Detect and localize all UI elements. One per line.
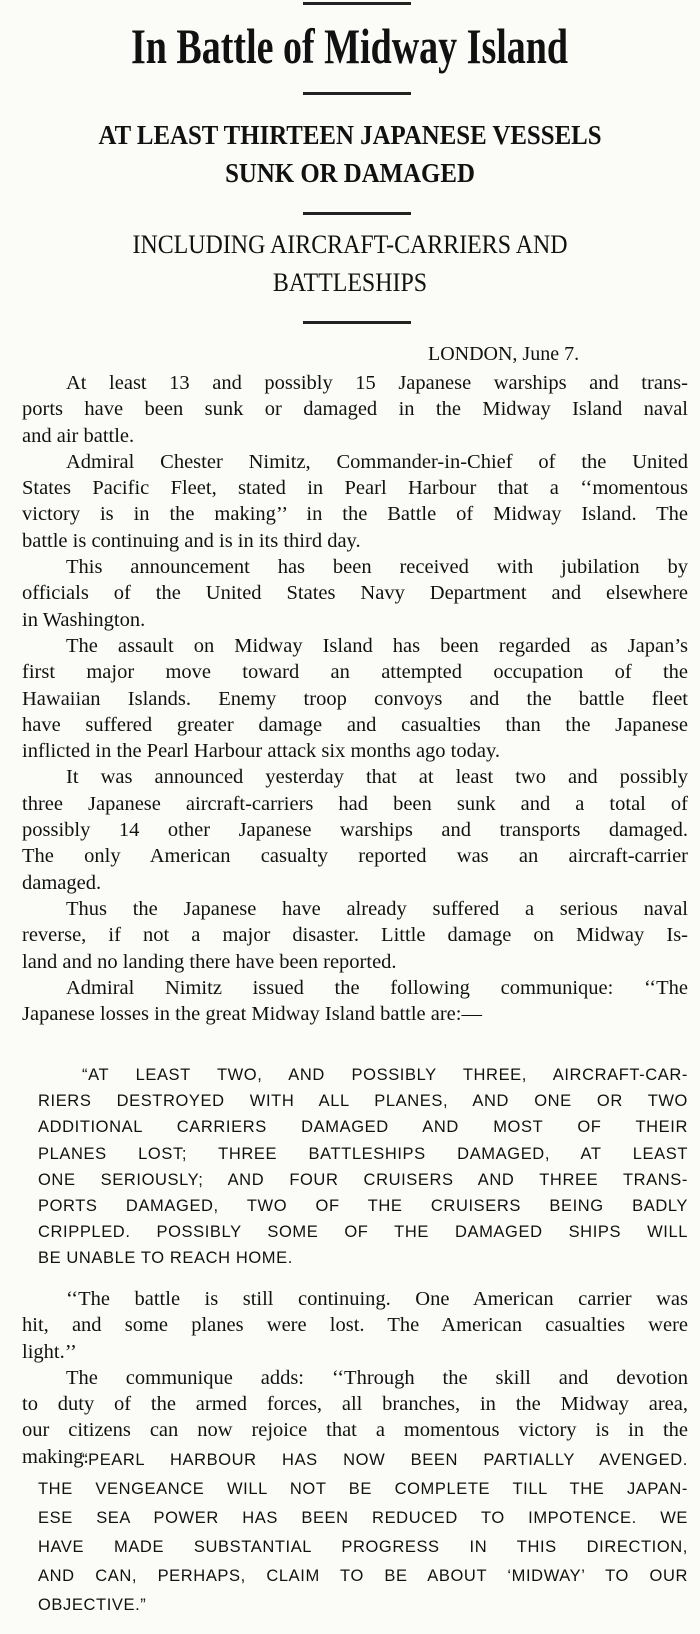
text-line: have suffered greater damage and casualties than the Japanese <box>22 713 688 736</box>
text-line: RIERS DESTROYED WITH ALL PLANES, AND ONE OR TWO <box>38 1092 688 1111</box>
headline-text: In Battle of Midway Island <box>131 18 569 74</box>
text-line: first major move toward an attempted occupation of the <box>22 661 688 684</box>
headline <box>0 18 700 74</box>
text-line: The communique adds: ‘‘Through the skill and devotion <box>66 1366 688 1389</box>
paragraph <box>22 554 688 633</box>
text-line: officials of the United States Navy Department and elsewhere <box>22 582 688 605</box>
text-line: The assault on Midway Island has been regarded as Japan’s <box>66 634 688 657</box>
text-line: hit, and some planes were lost. The American casualties were <box>22 1314 688 1337</box>
rule-divider <box>303 2 411 5</box>
text-line: States Pacific Fleet, stated in Pearl Harbour that a ‘‘momentous <box>22 477 688 500</box>
text-line: BE UNABLE TO REACH HOME. <box>38 1249 293 1268</box>
subheading-line: INCLUDING AIRCRAFT-CARRIERS AND <box>132 230 568 259</box>
paragraph <box>22 370 688 449</box>
paragraph <box>22 1286 688 1365</box>
communique-caps-closing <box>38 1446 688 1620</box>
text-line: This announcement has been received with jubilation by <box>66 556 688 579</box>
text-line: Admiral Nimitz issued the following communique: ‘‘The <box>66 976 688 999</box>
text-line: PORTS DAMAGED, TWO OF THE CRUISERS BEING BADLY <box>38 1197 688 1216</box>
rule-divider <box>303 321 411 324</box>
paragraph <box>22 896 688 975</box>
article-body-continued <box>22 1286 688 1470</box>
text-line: At least 13 and possibly 15 Japanese warships and trans- <box>66 372 688 394</box>
text-line: AND CAN, PERHAPS, CLAIM TO BE ABOUT ‘MIDWAY’ TO OUR <box>38 1567 688 1585</box>
subheading-1 <box>0 116 700 192</box>
text-line: land and no landing there have been reported. <box>22 950 397 973</box>
text-line: PLANES LOST; THREE BATTLESHIPS DAMAGED, AT LEAST <box>38 1144 688 1163</box>
text-line: victory is in the making’’ in the Battle of Midway Island. The <box>22 503 688 526</box>
subheading-line: BATTLESHIPS <box>272 268 428 297</box>
text-line: and air battle. <box>22 424 135 447</box>
text-line: inflicted in the Pearl Harbour attack six months ago today. <box>22 740 501 763</box>
text-line: “AT LEAST TWO, AND POSSIBLY THREE, AIRCRAFT-CAR- <box>82 1066 688 1084</box>
text-line: Thus the Japanese have already suffered a serious naval <box>66 897 688 920</box>
article-body <box>22 370 688 1027</box>
text-line: “PEARL HARBOUR HAS NOW BEEN PARTIALLY AVENGED. <box>82 1451 688 1469</box>
rule-divider <box>303 212 411 215</box>
text-line: possibly 14 other Japanese warships and transports damaged. <box>22 819 688 842</box>
text-line: ‘‘The battle is still continuing. One American carrier was <box>66 1288 688 1310</box>
dateline: LONDON, June 7. <box>428 343 580 365</box>
subheading-line: AT LEAST THIRTEEN JAPANESE VESSELS <box>98 120 602 150</box>
text-line: Hawaiian Islands. Enemy troop convoys and the battle fleet <box>22 687 688 710</box>
text-line: CRIPPLED. POSSIBLY SOME OF THE DAMAGED SHIPS WILL <box>38 1223 688 1242</box>
text-line: ADDITIONAL CARRIERS DAMAGED AND MOST OF THEIR <box>38 1118 688 1137</box>
paragraph <box>22 975 688 1028</box>
text-line: light.’’ <box>22 1340 77 1363</box>
text-line: THE VENGEANCE WILL NOT BE COMPLETE TILL THE JAPAN- <box>38 1480 688 1498</box>
text-line: damaged. <box>22 871 102 894</box>
text-line: Admiral Chester Nimitz, Commander-in-Chief of the United <box>66 450 688 473</box>
text-line: in Washington. <box>22 608 146 631</box>
text-line: ports have been sunk or damaged in the Midway Island naval <box>22 398 688 421</box>
paragraph <box>22 764 688 895</box>
text-line: The only American casualty reported was an aircraft-carrier <box>22 845 688 868</box>
text-line: three Japanese aircraft-carriers had been sunk and a total of <box>22 792 688 815</box>
text-line: ESE SEA POWER HAS BEEN REDUCED TO IMPOTENCE. WE <box>38 1509 688 1527</box>
paragraph <box>22 449 688 554</box>
communique-caps <box>38 1062 688 1272</box>
text-line: It was announced yesterday that at least two and possibly <box>66 766 688 789</box>
text-line: Japanese losses in the great Midway Island battle are:— <box>22 1003 482 1026</box>
subheading-2 <box>0 226 700 302</box>
text-line: battle is continuing and is in its third day. <box>22 529 361 552</box>
rule-divider <box>303 92 411 95</box>
text-line: to duty of the armed forces, all branches, in the Midway area, <box>22 1393 688 1416</box>
paragraph <box>38 1446 688 1620</box>
text-line: making. <box>22 1445 89 1468</box>
text-line: ONE SERIOUSLY; AND FOUR CRUISERS AND THREE TRANS- <box>38 1170 688 1189</box>
text-line: OBJECTIVE.” <box>38 1596 147 1614</box>
subheading-line: SUNK OR DAMAGED <box>225 158 475 188</box>
text-line: our citizens can now rejoice that a momentous victory is in the <box>22 1419 688 1442</box>
text-line: reverse, if not a major disaster. Little damage on Midway Is- <box>22 924 688 947</box>
text-line: HAVE MADE SUBSTANTIAL PROGRESS IN THIS DIRECTION, <box>38 1538 688 1556</box>
paragraph <box>22 633 688 764</box>
paragraph <box>38 1062 688 1272</box>
